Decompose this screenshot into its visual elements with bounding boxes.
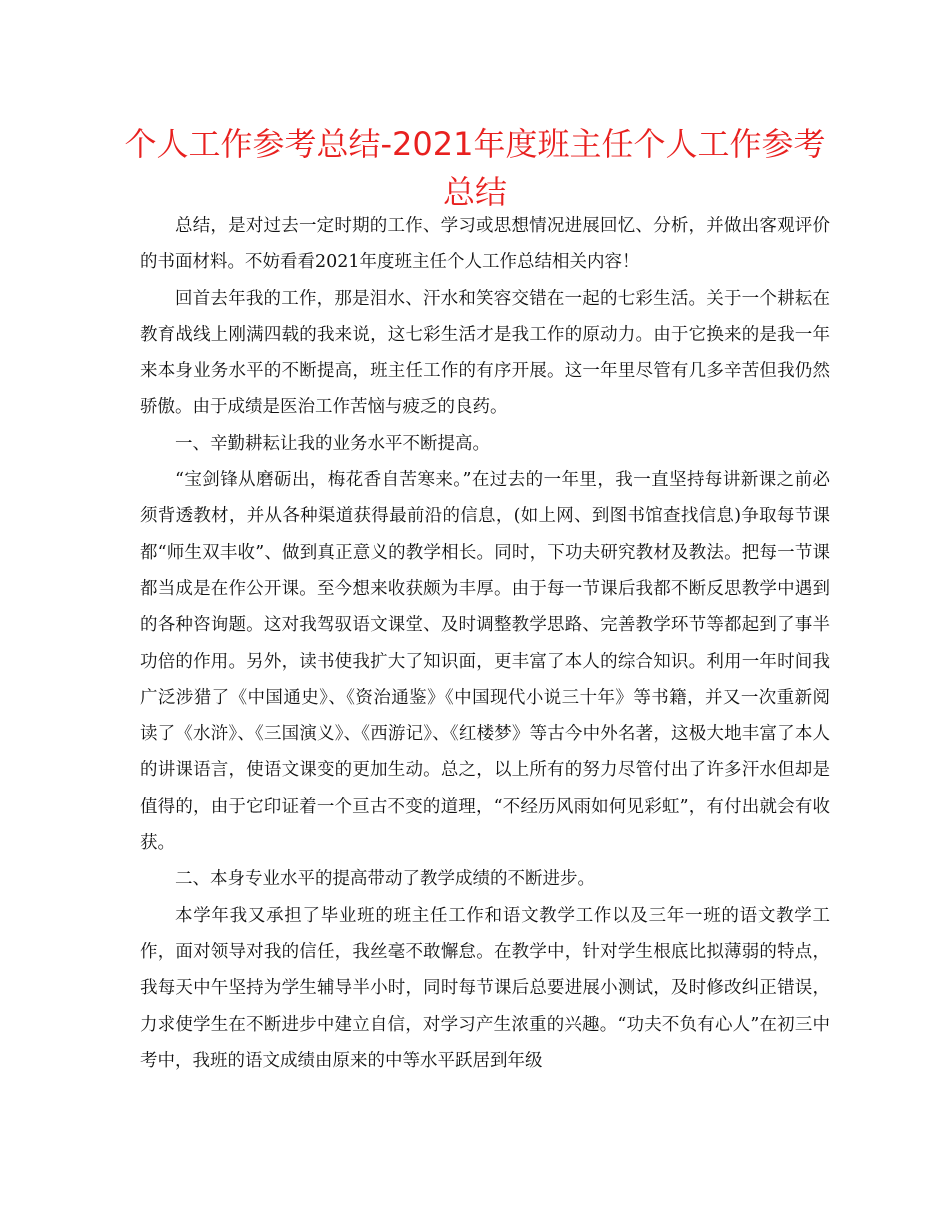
- paragraph-intro: 总结，是对过去一定时期的工作、学习或思想情况进展回忆、分析，并做出客观评价的书面材料。不妨看看2021年度班主任个人工作总结相关内容！: [140, 216, 830, 273]
- paragraph-section-2: 本学年我又承担了毕业班的班主任工作和语文教学工作以及三年一班的语文教学工作，面对领导对我的信任，我丝毫不敢懈怠。在教学中，针对学生根底比拟薄弱的特点，我每天中午坚持为学生辅导半小时，同时每节课后总要进展小测试，及时修改纠正错误，力求使学生在不断进步中建立自信，对学习产生浓重的兴趣。“功夫不负有心人”在初三中考中，我班的语文成绩由原来的中等水平跃居到年级: [140, 905, 830, 1071]
- document-body: [140, 208, 830, 1079]
- section-heading-2: 二、本身专业水平的提高带动了教学成绩的不断进步。: [175, 869, 595, 890]
- section-heading-1: 一、辛勤耕耘让我的业务水平不断提高。: [175, 433, 490, 454]
- document-title: 个人工作参考总结-2021年度班主任个人工作参考总结: [124, 125, 826, 211]
- paragraph-section-1: “宝剑锋从磨砺出，梅花香自苦寒来。”在过去的一年里，我一直坚持每讲新课之前必须背透教材，并从各种渠道获得最前沿的信息，(如上网、到图书馆查找信息)争取每节课都“师生双丰收”、做到真正意义的教学相长。同时，下功夫研究教材及教法。把每一节课都当成是在作公开课。至今想来收获颇为丰厚。由于每一节课后我都不断反思教学中遇到的各种咨询题。这对我驾驭语文课堂、及时调整教学思路、完善教学环节等都起到了事半功倍的作用。另外，读书使我扩大了知识面，更丰富了本人的综合知识。利用一年时间我广泛涉猎了《中国通史》、《资治通鉴》《中国现代小说三十年》等书籍，并又一次重新阅读了《水浒》、《三国演义》、《西游记》、《红楼梦》等古今中外名著，这极大地丰富了本人的讲课语言，使语文课变的更加生动。总之，以上所有的努力尽管付出了许多汗水但却是值得的，由于它印证着一个亘古不变的道理，“不经历风雨如何见彩虹”，有付出就会有收获。: [140, 470, 830, 854]
- paragraph-review: 回首去年我的工作，那是泪水、汗水和笑容交错在一起的七彩生活。关于一个耕耘在教育战线上刚满四载的我来说，这七彩生活才是我工作的原动力。由于它换来的是我一年来本身业务水平的不断提高，班主任工作的有序开展。这一年里尽管有几多辛苦但我仍然骄傲。由于成绩是医治工作苦恼与疲乏的良药。: [140, 288, 830, 418]
